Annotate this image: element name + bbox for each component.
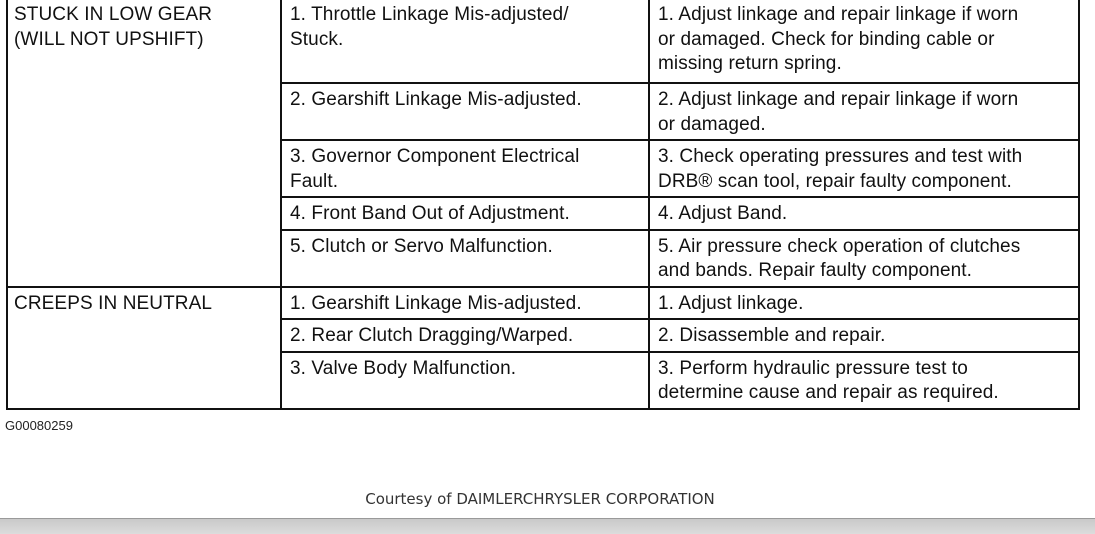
condition-cell [7,287,281,409]
correction-text: 3. Perform hydraulic pressure test to determine cause and repair as required. [658,357,999,403]
correction-text: 2. Adjust linkage and repair linkage if worn or damaged. [658,89,1019,135]
correction-cell [649,287,1079,320]
correction-cell [649,197,1079,230]
courtesy-caption: Courtesy of DAIMLERCHRYSLER CORPORATION [365,490,715,508]
cause-cell [281,287,649,320]
correction-cell [649,140,1079,197]
cause-cell [281,352,649,409]
correction-text: 4. Adjust Band. [658,203,788,224]
correction-text: 1. Adjust linkage and repair linkage if worn or damaged. Check for binding cable or missing return spring. [658,4,1019,74]
diagnosis-table [6,0,1080,410]
cause-cell [281,83,649,140]
correction-cell [649,83,1079,140]
cause-text: 1. Gearshift Linkage Mis-adjusted. [290,292,582,314]
correction-cell [649,319,1079,352]
correction-text: 3. Check operating pressures and test with DRB® scan tool, repair faulty component. [658,146,1023,192]
cause-text: 4. Front Band Out of Adjustment. [290,203,570,224]
correction-text: 5. Air pressure check operation of clutches and bands. Repair faulty component. [658,235,1021,281]
bottom-divider [0,518,1095,534]
table-row [7,0,1079,83]
cause-text: 1. Throttle Linkage Mis-adjusted/ Stuck. [290,4,569,50]
condition-text: STUCK IN LOW GEAR (WILL NOT UPSHIFT) [14,4,213,50]
correction-text: 1. Adjust linkage. [658,292,804,314]
cause-text: 3. Governor Component Electrical Fault. [290,146,580,192]
table-row [7,287,1079,320]
cause-cell [281,197,649,230]
cause-text: 3. Valve Body Malfunction. [290,357,517,379]
cause-cell [281,319,649,352]
cause-text: 2. Rear Clutch Dragging/Warped. [290,325,574,346]
correction-cell [649,230,1079,287]
cause-text: 5. Clutch or Servo Malfunction. [290,235,553,257]
condition-cell [7,0,281,287]
correction-cell [649,352,1079,409]
correction-text: 2. Disassemble and repair. [658,325,886,346]
correction-cell [649,0,1079,83]
condition-text: CREEPS IN NEUTRAL [14,292,213,314]
figure-id: G00080259 [5,418,73,433]
cause-cell [281,0,649,83]
cause-cell [281,140,649,197]
cause-text: 2. Gearshift Linkage Mis-adjusted. [290,89,582,110]
cause-cell [281,230,649,287]
